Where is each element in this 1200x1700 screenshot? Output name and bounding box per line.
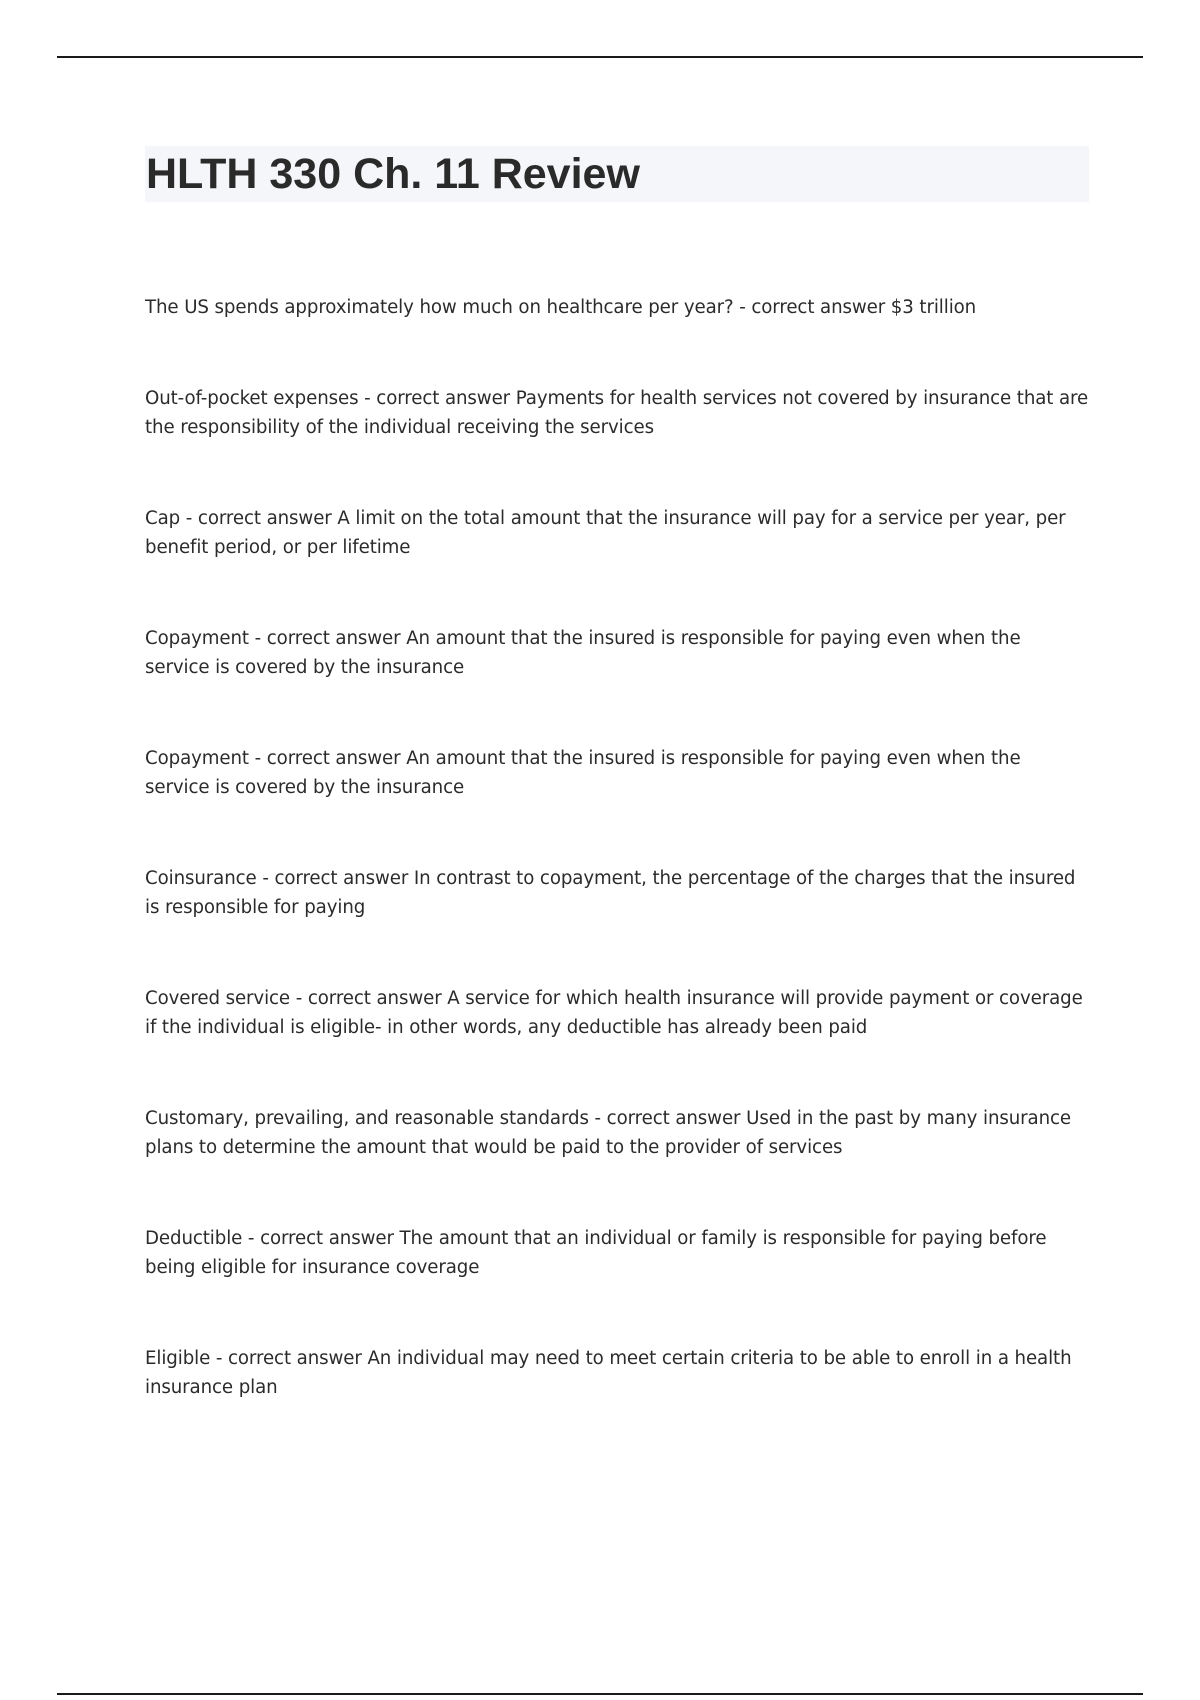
qa-list (145, 293, 1090, 1464)
qa-item: Out-of-pocket expenses - correct answer Payments for health services not covered by insurance that are the responsibility of the individual receiving the services (145, 388, 1089, 438)
qa-item: Copayment - correct answer An amount that the insured is responsible for paying even when the service is covered by the insurance (145, 748, 1021, 798)
qa-item: Customary, prevailing, and reasonable standards - correct answer Used in the past by many insurance plans to determine the amount that would be paid to the provider of services (145, 1108, 1072, 1158)
qa-item: Cap - correct answer A limit on the total amount that the insurance will pay for a service per year, per benefit period, or per lifetime (145, 508, 1066, 558)
qa-item: Eligible - correct answer An individual may need to meet certain criteria to be able to enroll in a health insurance plan (145, 1348, 1072, 1398)
bottom-rule (57, 1693, 1143, 1695)
qa-item: Coinsurance - correct answer In contrast to copayment, the percentage of the charges that the insured is responsible for paying (145, 868, 1076, 918)
page-title: HLTH 330 Ch. 11 Review (146, 150, 640, 198)
top-rule (57, 56, 1143, 58)
qa-item: The US spends approximately how much on healthcare per year? - correct answer $3 trillion (145, 297, 977, 318)
qa-item: Covered service - correct answer A service for which health insurance will provide payment or coverage if the individual is eligible- in other words, any deductible has already been paid (145, 988, 1083, 1038)
qa-item: Copayment - correct answer An amount that the insured is responsible for paying even when the service is covered by the insurance (145, 628, 1021, 678)
qa-item: Deductible - correct answer The amount that an individual or family is responsible for paying before being eligible for insurance coverage (145, 1228, 1047, 1278)
